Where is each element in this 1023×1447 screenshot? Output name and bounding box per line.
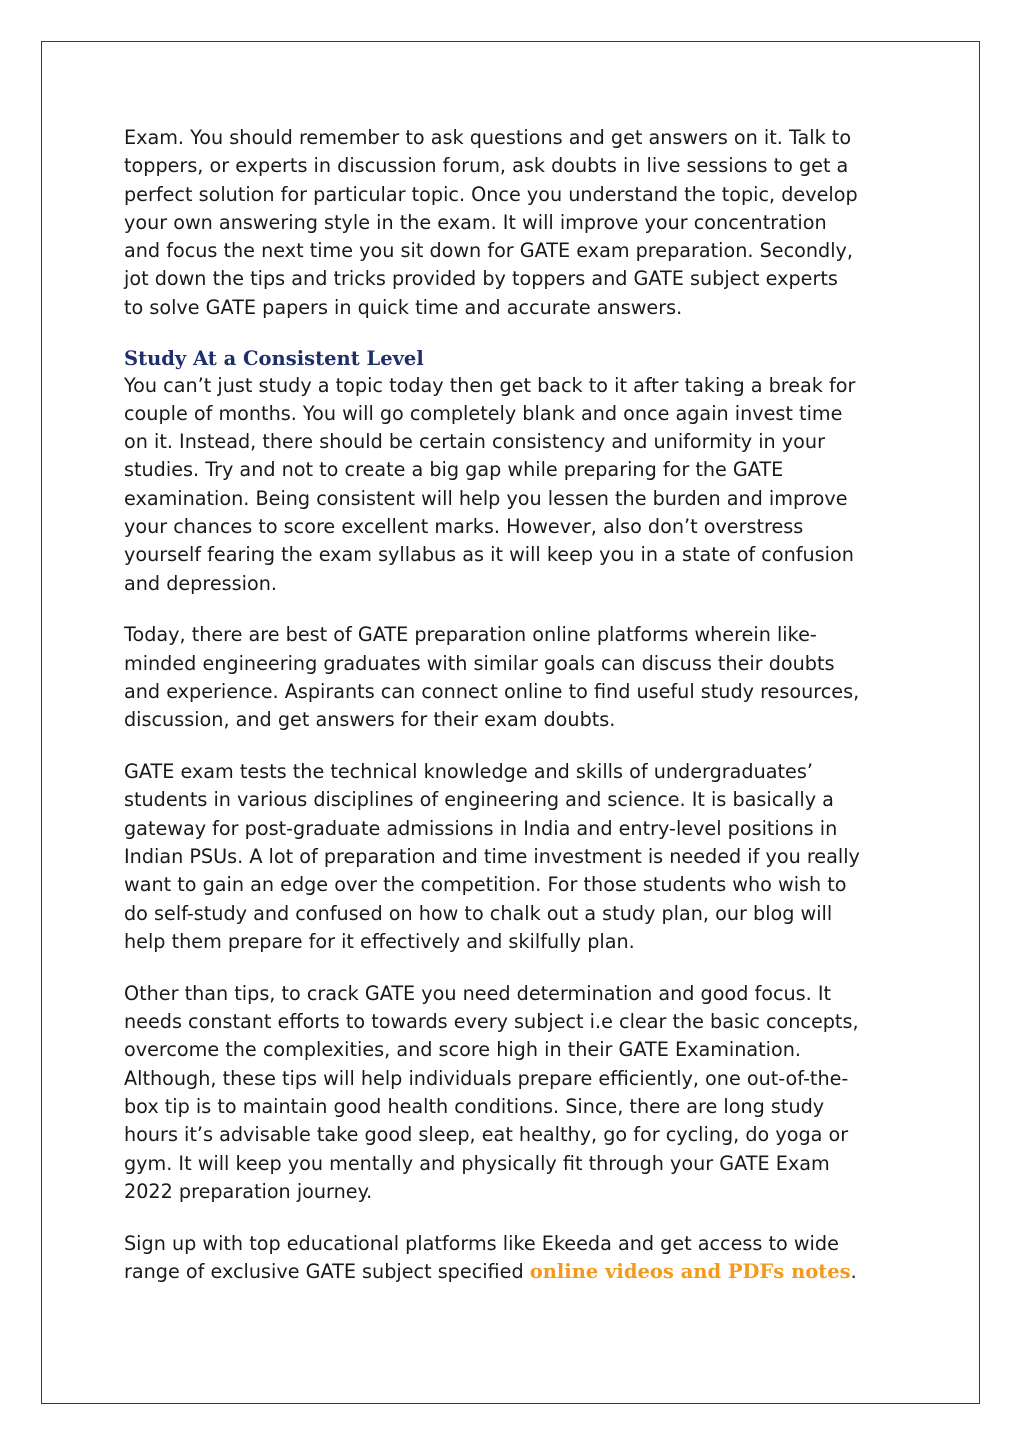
- text-line: students in various disciplines of engineering and science. It is basically a: [124, 788, 834, 812]
- text-line: examination. Being consistent will help you lessen the burden and improve: [124, 486, 848, 510]
- text-line: overcome the complexities, and score high in their GATE Examination.: [124, 1038, 801, 1062]
- text-line: couple of months. You will go completely blank and once again invest time: [124, 401, 843, 425]
- text-line: your own answering style in the exam. It will improve your concentration: [124, 210, 827, 234]
- text-line: Sign up with top educational platforms like Ekeeda and get access to wide: [124, 1231, 839, 1255]
- text-line: needs constant efforts to towards every subject i.e clear the basic concepts,: [124, 1010, 859, 1034]
- text-line: discussion, and get answers for their exam doubts.: [124, 708, 616, 732]
- document-body: [124, 124, 904, 1310]
- text-line: toppers, or experts in discussion forum, ask doubts in live sessions to get a: [124, 154, 849, 178]
- paragraph-health-tips: [124, 980, 904, 1206]
- text-line: and depression.: [124, 571, 277, 595]
- text-line: your chances to score excellent marks. However, also don’t overstress: [124, 515, 804, 539]
- text-segment: .: [850, 1259, 857, 1283]
- text-line: perfect solution for particular topic. Once you understand the topic, develop: [124, 182, 858, 206]
- text-line-with-link: [124, 1258, 904, 1286]
- text-line: Today, there are best of GATE preparation online platforms wherein like-: [124, 623, 817, 647]
- text-line: minded engineering graduates with similar goals can discuss their doubts: [124, 651, 835, 675]
- text-line: gym. It will keep you mentally and physically fit through your GATE Exam: [124, 1151, 830, 1175]
- text-line: You can’t just study a topic today then get back to it after taking a break for: [124, 373, 856, 397]
- text-line: and experience. Aspirants can connect online to find useful study resources,: [124, 680, 860, 704]
- section-heading: Study At a Consistent Level: [124, 346, 424, 370]
- paragraph-gate-exam: [124, 758, 904, 956]
- text-line: Exam. You should remember to ask questions and get answers on it. Talk to: [124, 126, 852, 149]
- text-line: to solve GATE papers in quick time and accurate answers.: [124, 295, 683, 319]
- paragraph-consistency: [124, 372, 904, 598]
- text-line: on it. Instead, there should be certain consistency and uniformity in your: [124, 430, 825, 454]
- text-line: Other than tips, to crack GATE you need determination and good focus. It: [124, 981, 832, 1005]
- text-line: and focus the next time you sit down for GATE exam preparation. Secondly,: [124, 239, 854, 263]
- text-line: gateway for post-graduate admissions in India and entry-level positions in: [124, 816, 838, 840]
- text-segment: range of exclusive GATE subject specified: [124, 1259, 530, 1283]
- paragraph-exam-questions: [124, 124, 904, 322]
- paragraph-signup: [124, 1230, 904, 1287]
- text-line: box tip is to maintain good health conditions. Since, there are long study: [124, 1094, 825, 1118]
- text-line: want to gain an edge over the competition. For those students who wish to: [124, 873, 847, 897]
- text-line: Although, these tips will help individuals prepare efficiently, one out-of-the-: [124, 1066, 849, 1090]
- text-line: jot down the tips and tricks provided by toppers and GATE subject experts: [124, 267, 838, 291]
- text-line: GATE exam tests the technical knowledge and skills of undergraduates’: [124, 760, 813, 784]
- text-line: 2022 preparation journey.: [124, 1179, 373, 1203]
- text-line: do self-study and confused on how to chalk out a study plan, our blog will: [124, 901, 833, 925]
- text-line: studies. Try and not to create a big gap while preparing for the GATE: [124, 458, 784, 482]
- text-line: yourself fearing the exam syllabus as it will keep you in a state of confusion: [124, 543, 854, 567]
- text-line: Indian PSUs. A lot of preparation and time investment is needed if you really: [124, 845, 860, 869]
- paragraph-online-platforms: [124, 621, 904, 734]
- online-videos-pdfs-link[interactable]: online videos and PDFs notes: [529, 1259, 851, 1283]
- text-line: help them prepare for it effectively and skilfully plan.: [124, 929, 635, 953]
- text-line: hours it’s advisable take good sleep, eat healthy, go for cycling, do yoga or: [124, 1123, 849, 1147]
